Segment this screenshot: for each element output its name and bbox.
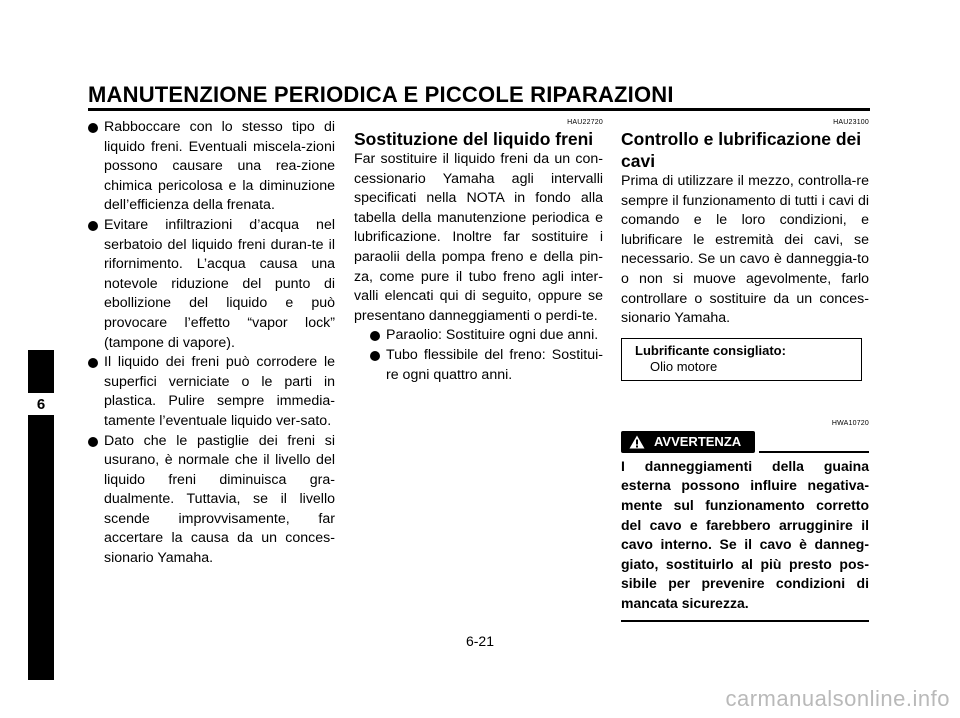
warning-code: HWA10720 xyxy=(831,419,869,427)
header-rule xyxy=(88,108,870,111)
list-item-text: Tubo flessibile del freno: Sostitui-re ogni quattro anni. xyxy=(386,346,603,383)
section-heading-brake-fluid: Sostituzione del liquido freni xyxy=(354,129,594,149)
list-item-text: Evitare infiltrazioni d’acqua nel serbatoio del liquido freni duran-te il rifornimento. L’acqua causa una notevole riduzione del punto di ebollizione del liquido e può provocare l’effetto “vapor lock” (tampone di vapore). xyxy=(104,216,335,351)
column-3 xyxy=(621,118,869,622)
section-code: HAU23100 xyxy=(833,119,869,126)
list-item xyxy=(88,118,335,216)
list-item-text: Dato che le pastiglie dei freni si usurano, è normale che il livello del liquido freni diminuisca gra-dualmente. Tuttavia, se il livello scende improvvisamente, far accertare la causa da un conces-sionario Yamaha. xyxy=(104,432,335,567)
lubricant-callout xyxy=(621,338,862,381)
list-item xyxy=(88,432,335,569)
section-body: Prima di utilizzare il mezzo, controlla-re sempre il funzionamento di tutti i cavi di comando e le loro condizioni, e lubrificare le estremità dei cavi, se necessario. Se un cavo è danneggia-to o non si muove agevolmente, farlo controllare o sostituire da un conces-sionario Yamaha. xyxy=(621,173,869,327)
column-2 xyxy=(354,118,603,385)
callout-title: Lubrificante consigliato: xyxy=(635,342,786,358)
page-header-title: MANUTENZIONE PERIODICA E PICCOLE RIPARAZIONI xyxy=(88,82,674,107)
list-item xyxy=(88,353,335,431)
list-item-text: Paraolio: Sostituire ogni due anni. xyxy=(386,327,599,344)
watermark: carmanualsonline.info xyxy=(725,686,950,711)
bullet-icon xyxy=(370,351,380,361)
warning-triangle-icon xyxy=(629,435,645,449)
callout-value: Olio motore xyxy=(650,358,718,374)
warning-label-text: AVVERTENZA xyxy=(654,433,742,449)
section-code: HAU22720 xyxy=(567,119,603,126)
bullet-icon xyxy=(88,437,98,447)
list-item-text: Il liquido dei freni può corrodere le superfici verniciate o le parti in plastica. Pulire sempre immedia-tamente l’eventuale liquido ver-sato. xyxy=(104,354,335,429)
list-item-text: Rabboccare con lo stesso tipo di liquido freni. Eventuali miscela-zioni possono causare una rea-zione chimica pericolosa e la diminuzione dell’efficienza della frenata. xyxy=(104,119,335,214)
column-1 xyxy=(88,118,335,569)
replacement-interval-list xyxy=(354,326,603,385)
section-heading-cables: Controllo e lubrificazione dei cavi xyxy=(621,129,862,171)
bullet-icon xyxy=(370,331,380,341)
chapter-number: 6 xyxy=(28,393,54,415)
warning-label xyxy=(621,431,755,453)
brake-fluid-bullet-list xyxy=(88,118,335,569)
bullet-icon xyxy=(88,221,98,231)
section-body: Far sostituire il liquido freni da un con-cessionario Yamaha agli intervalli specificati nella NOTA in fondo alla tabella della manutenzione periodica e lubrificazione. Inoltre far sostituire i paraolii della pompa freno e della pin-za, come pure il tubo freno agli inter-valli elencati qui di seguito, oppure se presentano danneggiamenti o perdi-te. xyxy=(354,151,603,324)
page-number: 6-21 xyxy=(465,633,495,649)
warning-rule xyxy=(759,451,869,453)
list-item xyxy=(370,326,603,346)
list-item xyxy=(370,346,603,385)
warning-text: I danneggiamenti della guaina esterna possono influire negativa-mente sul funzionamento corretto del cavo e farebbero arrugginire il cavo interno. Se il cavo è danneg-giato, sostituirlo al più presto pos-sibile per prevenire condizioni di mancata sicurezza. xyxy=(621,457,869,622)
warning-header xyxy=(621,431,869,453)
bullet-icon xyxy=(88,358,98,368)
list-item xyxy=(88,216,335,353)
bullet-icon xyxy=(88,123,98,133)
